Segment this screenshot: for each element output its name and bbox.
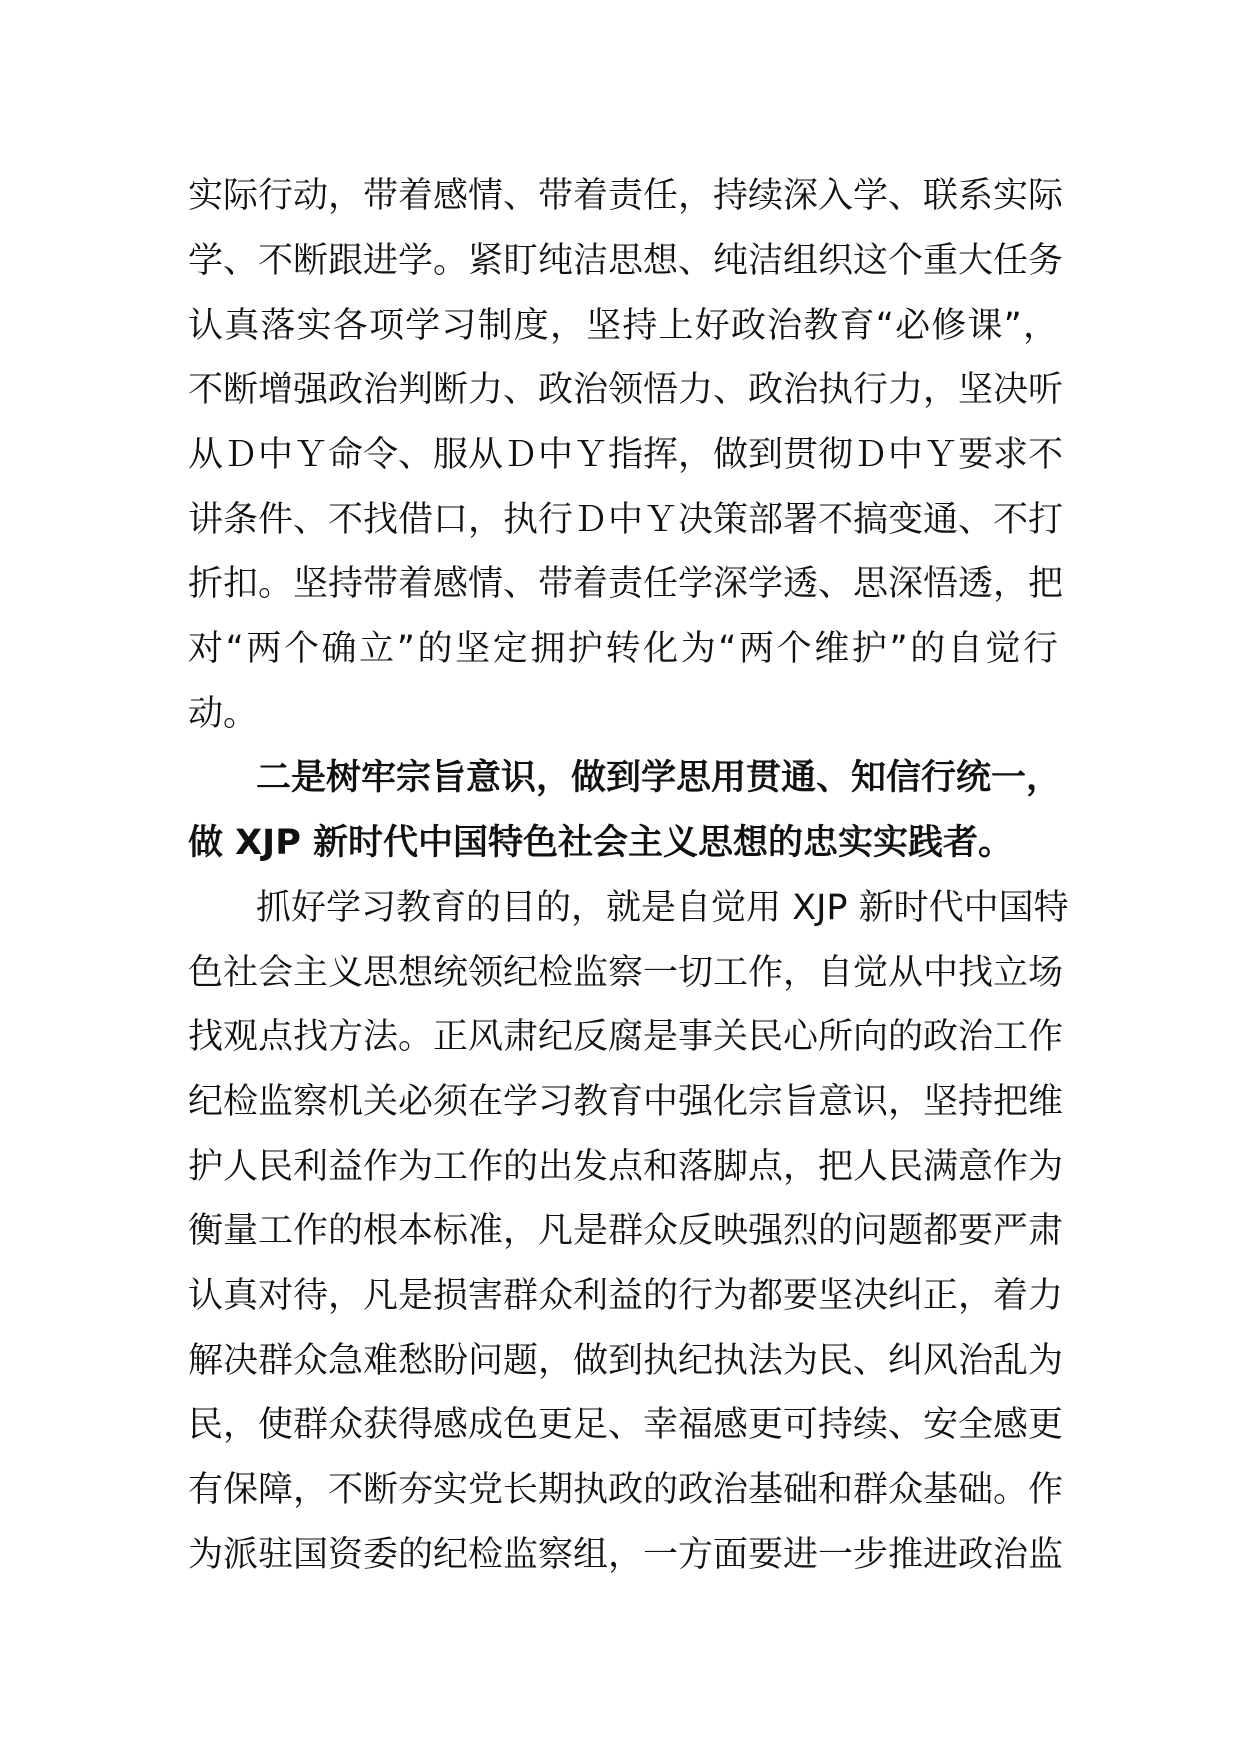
body-text-line: 有保障，不断夯实党长期执政的政治基础和群众基础。作 <box>188 1470 1064 1510</box>
body-text-line: 讲条件、不找借口，执行Ｄ中Ｙ决策部署不搞变通、不打 <box>188 500 1064 540</box>
body-text-line: 解决群众急难愁盼问题，做到执纪执法为民、纠风治乱为 <box>188 1341 1064 1381</box>
section-heading-line: 二是树牢宗旨意识，做到学思用贯通、知信行统一， <box>256 758 1062 798</box>
body-text-line: 民，使群众获得感成色更足、幸福感更可持续、安全感更 <box>188 1405 1064 1445</box>
body-text-line: 认真对待，凡是损害群众利益的行为都要坚决纠正，着力 <box>188 1276 1064 1316</box>
body-text-line: 实际行动，带着感情、带着责任，持续深入学、联系实际 <box>188 176 1064 216</box>
body-text-line: 动。 <box>188 694 259 734</box>
body-text-line: 折扣。坚持带着感情、带着责任学深学透、思深悟透，把 <box>188 564 1064 604</box>
body-text-line: 纪检监察机关必须在学习教育中强化宗旨意识，坚持把维 <box>188 1082 1064 1122</box>
section-heading-line: 做 XJP 新时代中国特色社会主义思想的忠实实践者。 <box>188 823 1014 863</box>
body-text-line: 不断增强政治判断力、政治领悟力、政治执行力，坚决听 <box>188 370 1064 410</box>
body-text-line: 认真落实各项学习制度，坚持上好政治教育“必修课”， <box>188 306 1058 346</box>
body-text-line: 衡量工作的根本标准，凡是群众反映强烈的问题都要严肃 <box>188 1211 1064 1251</box>
body-text-line: 抓好学习教育的目的，就是自觉用 XJP 新时代中国特 <box>256 888 1069 928</box>
body-text-line: 找观点找方法。正风肃纪反腐是事关民心所向的政治工作 <box>188 1017 1064 1057</box>
body-text-line: 学、不断跟进学。紧盯纯洁思想、纯洁组织这个重大任务 <box>188 241 1064 281</box>
body-text-line: 为派驻国资委的纪检监察组，一方面要进一步推进政治监 <box>188 1535 1064 1575</box>
body-text-line: 从Ｄ中Ｙ命令、服从Ｄ中Ｙ指挥，做到贯彻Ｄ中Ｙ要求不 <box>188 435 1064 475</box>
body-text-line: 对“两个确立”的坚定拥护转化为“两个维护”的自觉行 <box>188 629 1058 669</box>
body-text-line: 色社会主义思想统领纪检监察一切工作，自觉从中找立场 <box>188 953 1064 993</box>
body-text-line: 护人民利益作为工作的出发点和落脚点，把人民满意作为 <box>188 1147 1064 1187</box>
